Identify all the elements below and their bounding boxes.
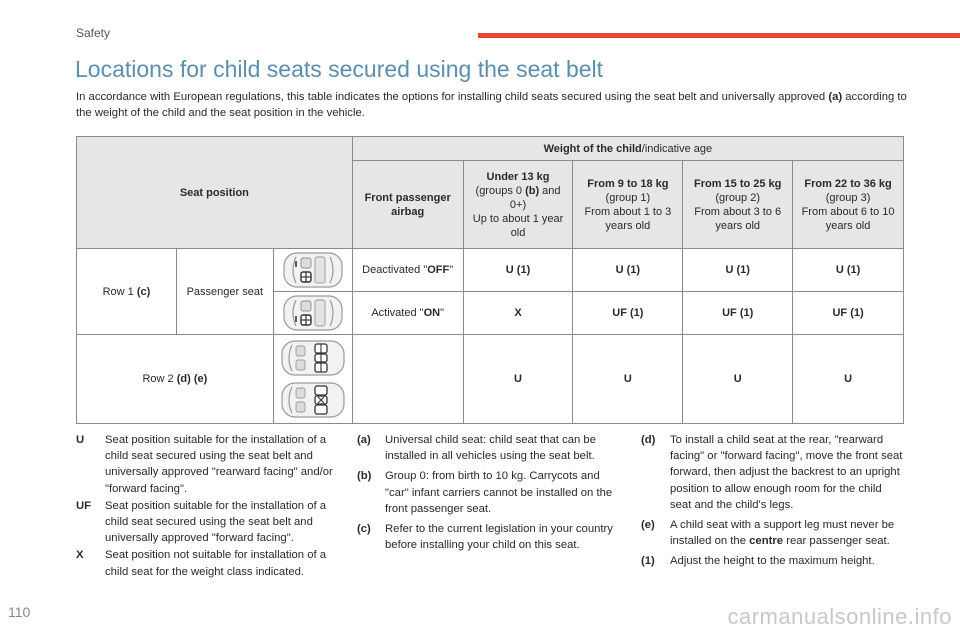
header-red-bar — [478, 33, 960, 38]
note-item: (c) Refer to the current legislation in your country before installing your child on this seat. — [357, 523, 613, 552]
value-cell: U (1) — [573, 249, 683, 292]
watermark: carmanualsonline.info — [727, 604, 952, 629]
value-cell: U (1) — [683, 249, 793, 292]
value-cell: U — [573, 335, 683, 424]
intro-paragraph — [76, 89, 916, 121]
page-number: 110 — [8, 604, 31, 620]
value-cell: UF (1) — [683, 292, 793, 335]
note-item: UF Seat position suitable for the installation of a child seat secured using the seat belt and universally approved "forward facing". — [76, 499, 327, 545]
intro-text-after: according to the weight of the child and the seat position in the vehicle. — [76, 91, 907, 119]
notes-legend — [76, 432, 338, 581]
passenger-seat-label: Passenger seat — [176, 249, 273, 335]
value-cell: UF (1) — [793, 292, 904, 335]
airbag-deactivated-cell: Deactivated "OFF" — [352, 249, 463, 292]
group-header: From 22 to 36 kg (group 3) From about 6 to 10 years old — [793, 161, 904, 249]
group-header: From 9 to 18 kg (group 1) From about 1 to 3 years old — [573, 161, 683, 249]
car-diagram-icon — [273, 249, 352, 292]
value-cell: U (1) — [463, 249, 573, 292]
notes-footnotes-a — [357, 432, 622, 554]
note-item: (a) Universal child seat: child seat that can be installed in all vehicles using the seat belt. — [357, 434, 596, 463]
row1-label: Row 1 (c) — [77, 249, 177, 335]
value-cell: U — [683, 335, 793, 424]
section-label: Safety — [76, 26, 111, 40]
note-item: U Seat position suitable for the installation of a child seat secured using the seat belt and universally approved "rearward facing" and/or "forward facing". — [76, 434, 333, 495]
car-diagram-icon — [273, 292, 352, 335]
row2-label: Row 2 (d) (e) — [77, 335, 274, 424]
value-cell: U — [463, 335, 573, 424]
note-item: (b) Group 0: from birth to 10 kg. Carrycots and "car" infant carriers cannot be installed on the front passenger seat. — [357, 470, 613, 515]
seat-position-header: Seat position — [77, 137, 353, 249]
note-item: (1) Adjust the height to the maximum height. — [641, 555, 875, 568]
value-cell: UF (1) — [573, 292, 683, 335]
value-cell: X — [463, 292, 573, 335]
car-diagram-icon — [273, 335, 352, 424]
group-header: From 15 to 25 kg (group 2) From about 3 to 6 years old — [683, 161, 793, 249]
value-cell: U (1) — [793, 249, 904, 292]
group-header: Under 13 kg (groups 0 (b) and 0+) Up to about 1 year old — [463, 161, 573, 249]
note-item: (e) A child seat with a support leg must never be installed on the centre rear passenger seat. — [641, 519, 895, 548]
note-item: (d) To install a child seat at the rear, "rearward facing" or "forward facing", move the front seat forward, then adjust the backrest to an upright position to allow enough room for the child seat and the child's legs. — [641, 434, 903, 511]
airbag-activated-cell: Activated "ON" — [352, 292, 463, 335]
page-title: Locations for child seats secured using the seat belt — [75, 56, 604, 82]
empty-cell — [352, 335, 463, 424]
value-cell: U — [793, 335, 904, 424]
front-airbag-header: Front passenger airbag — [352, 161, 463, 249]
notes-footnotes-b — [641, 432, 906, 571]
child-seat-table — [76, 136, 904, 424]
note-item: X Seat position not suitable for installation of a child seat for the weight class indicated. — [76, 549, 327, 578]
weight-header: Weight of the child/indicative age — [352, 137, 903, 161]
intro-text-before: In accordance with European regulations, this table indicates the options for installing child seats secured using the seat belt and universally approved — [76, 91, 829, 103]
intro-ref: (a) — [828, 91, 843, 103]
